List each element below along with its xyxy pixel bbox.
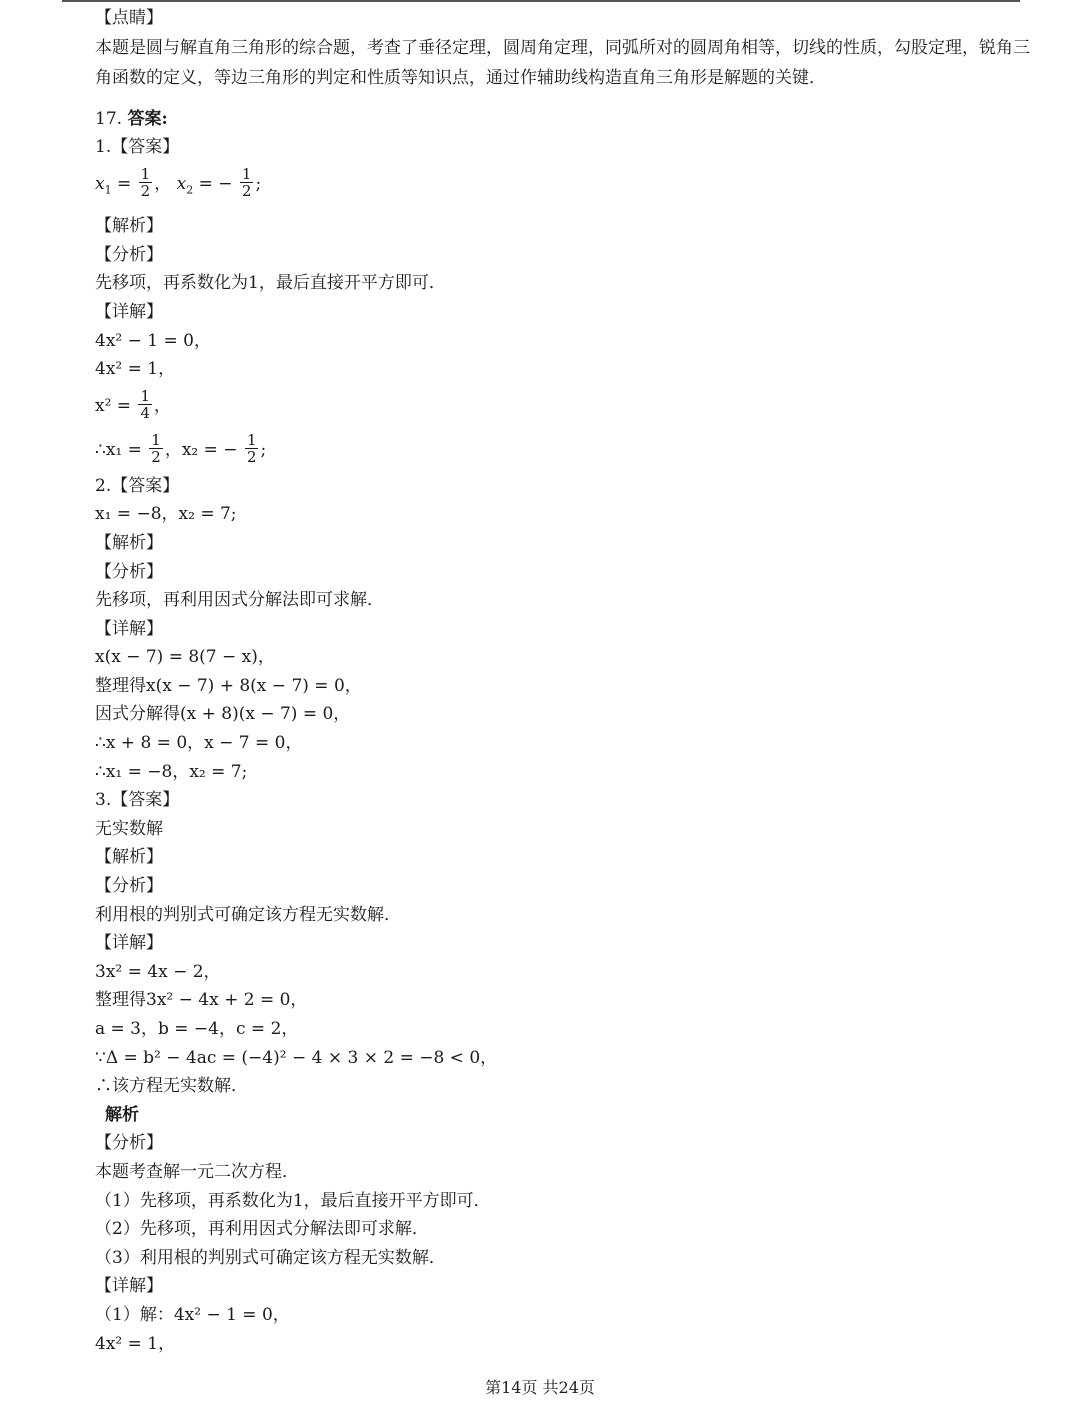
part1-answer: $x_1$ = $\frac{1}{2}$ ， $x_2$ = − $\frac{1}{2}$ ;: [95, 164, 262, 200]
part3-step: a = 3，b = −4，c = 2，: [95, 1019, 299, 1040]
part1-step-fraction: x² = $\frac{1}{4}$ ，: [95, 386, 172, 422]
question-number: 17.: [95, 108, 123, 129]
review-title: 【点睛】: [95, 8, 163, 28]
part2-label: 2.【答案】: [95, 475, 180, 496]
summary-step: 4x² = 1，: [95, 1333, 176, 1354]
part3-step: 3x² = 4x − 2，: [95, 961, 221, 982]
part3-xiangjie: 【详解】: [95, 933, 163, 954]
summary-heading: 解析: [105, 1104, 139, 1125]
top-rule: [62, 0, 1020, 2]
summary-xiangjie: 【详解】: [95, 1276, 163, 1297]
summary-item: （1）先移项，再系数化为1，最后直接开平方即可．: [95, 1190, 491, 1211]
review-text: 本题是圆与解直角三角形的综合题，考查了垂径定理，圆周角定理，同弧所对的圆周角相等，切线的性质，勾股定理，锐角三角函数的定义，等边三角形的判定和性质等知识点，通过作辅助线构造直角三角形是解题的关键．: [95, 37, 1030, 88]
part1-analysis: 先移项，再系数化为1，最后直接开平方即可．: [95, 273, 446, 294]
summary-fenxi: 【分析】: [95, 1133, 163, 1154]
part1-xiangjie: 【详解】: [95, 301, 163, 322]
part2-step: x(x − 7) = 8(7 − x)，: [95, 647, 275, 668]
part3-answer: 无实数解: [95, 818, 163, 839]
page-footer: 第14页 共24页: [485, 1378, 595, 1397]
fraction: $\frac{1}{2}$: [241, 164, 252, 200]
part2-answer: x₁ = −8，x₂ = 7;: [95, 504, 237, 525]
part3-step: 整理得3x² − 4x + 2 = 0，: [95, 990, 308, 1011]
part3-label: 3.【答案】: [95, 790, 180, 811]
part1-step: 4x² − 1 = 0，: [95, 330, 211, 351]
part1-fenxi: 【分析】: [95, 244, 163, 265]
part1-step: 4x² = 1，: [95, 359, 176, 380]
summary-intro: 本题考查解一元二次方程．: [95, 1161, 299, 1182]
summary-step: （1）解：4x² − 1 = 0，: [95, 1304, 290, 1325]
part3-step: ∵Δ = b² − 4ac = (−4)² − 4 × 3 × 2 = −8 < 0，: [95, 1047, 498, 1068]
part2-xiangjie: 【详解】: [95, 618, 163, 639]
answer-heading: 答案:: [127, 108, 168, 129]
summary-item: （3）利用根的判别式可确定该方程无实数解．: [95, 1247, 446, 1268]
part3-analysis: 利用根的判别式可确定该方程无实数解．: [95, 904, 401, 925]
part1-label: 1.【答案】: [95, 137, 180, 158]
part2-step: ∴x₁ = −8，x₂ = 7;: [95, 761, 248, 782]
part3-jiexi: 【解析】: [95, 847, 163, 868]
part2-fenxi: 【分析】: [95, 561, 163, 582]
part1-step-conclusion: ∴x₁ = $\frac{1}{2}$ ，x₂ = − $\frac{1}{2}$ ;: [95, 430, 267, 466]
part2-step: 整理得x(x − 7) + 8(x − 7) = 0，: [95, 675, 362, 696]
fraction: $\frac{1}{2}$: [140, 164, 151, 200]
document-page: [95, 4, 1045, 1358]
part2-jiexi: 【解析】: [95, 532, 163, 553]
fraction: $\frac{1}{2}$: [151, 430, 161, 466]
question-header: [95, 105, 1045, 134]
part2-step: 因式分解得(x + 8)(x − 7) = 0，: [95, 704, 351, 725]
part1-jiexi: 【解析】: [95, 216, 163, 237]
summary-item: （2）先移项，再利用因式分解法即可求解．: [95, 1219, 429, 1240]
part3-step: ∴该方程无实数解．: [95, 1076, 248, 1097]
part2-analysis: 先移项，再利用因式分解法即可求解．: [95, 590, 384, 611]
part3-fenxi: 【分析】: [95, 876, 163, 897]
part2-step: ∴x + 8 = 0，x − 7 = 0，: [95, 733, 303, 754]
fraction: $\frac{1}{4}$: [140, 386, 151, 422]
fraction: $\frac{1}{2}$: [246, 430, 257, 466]
